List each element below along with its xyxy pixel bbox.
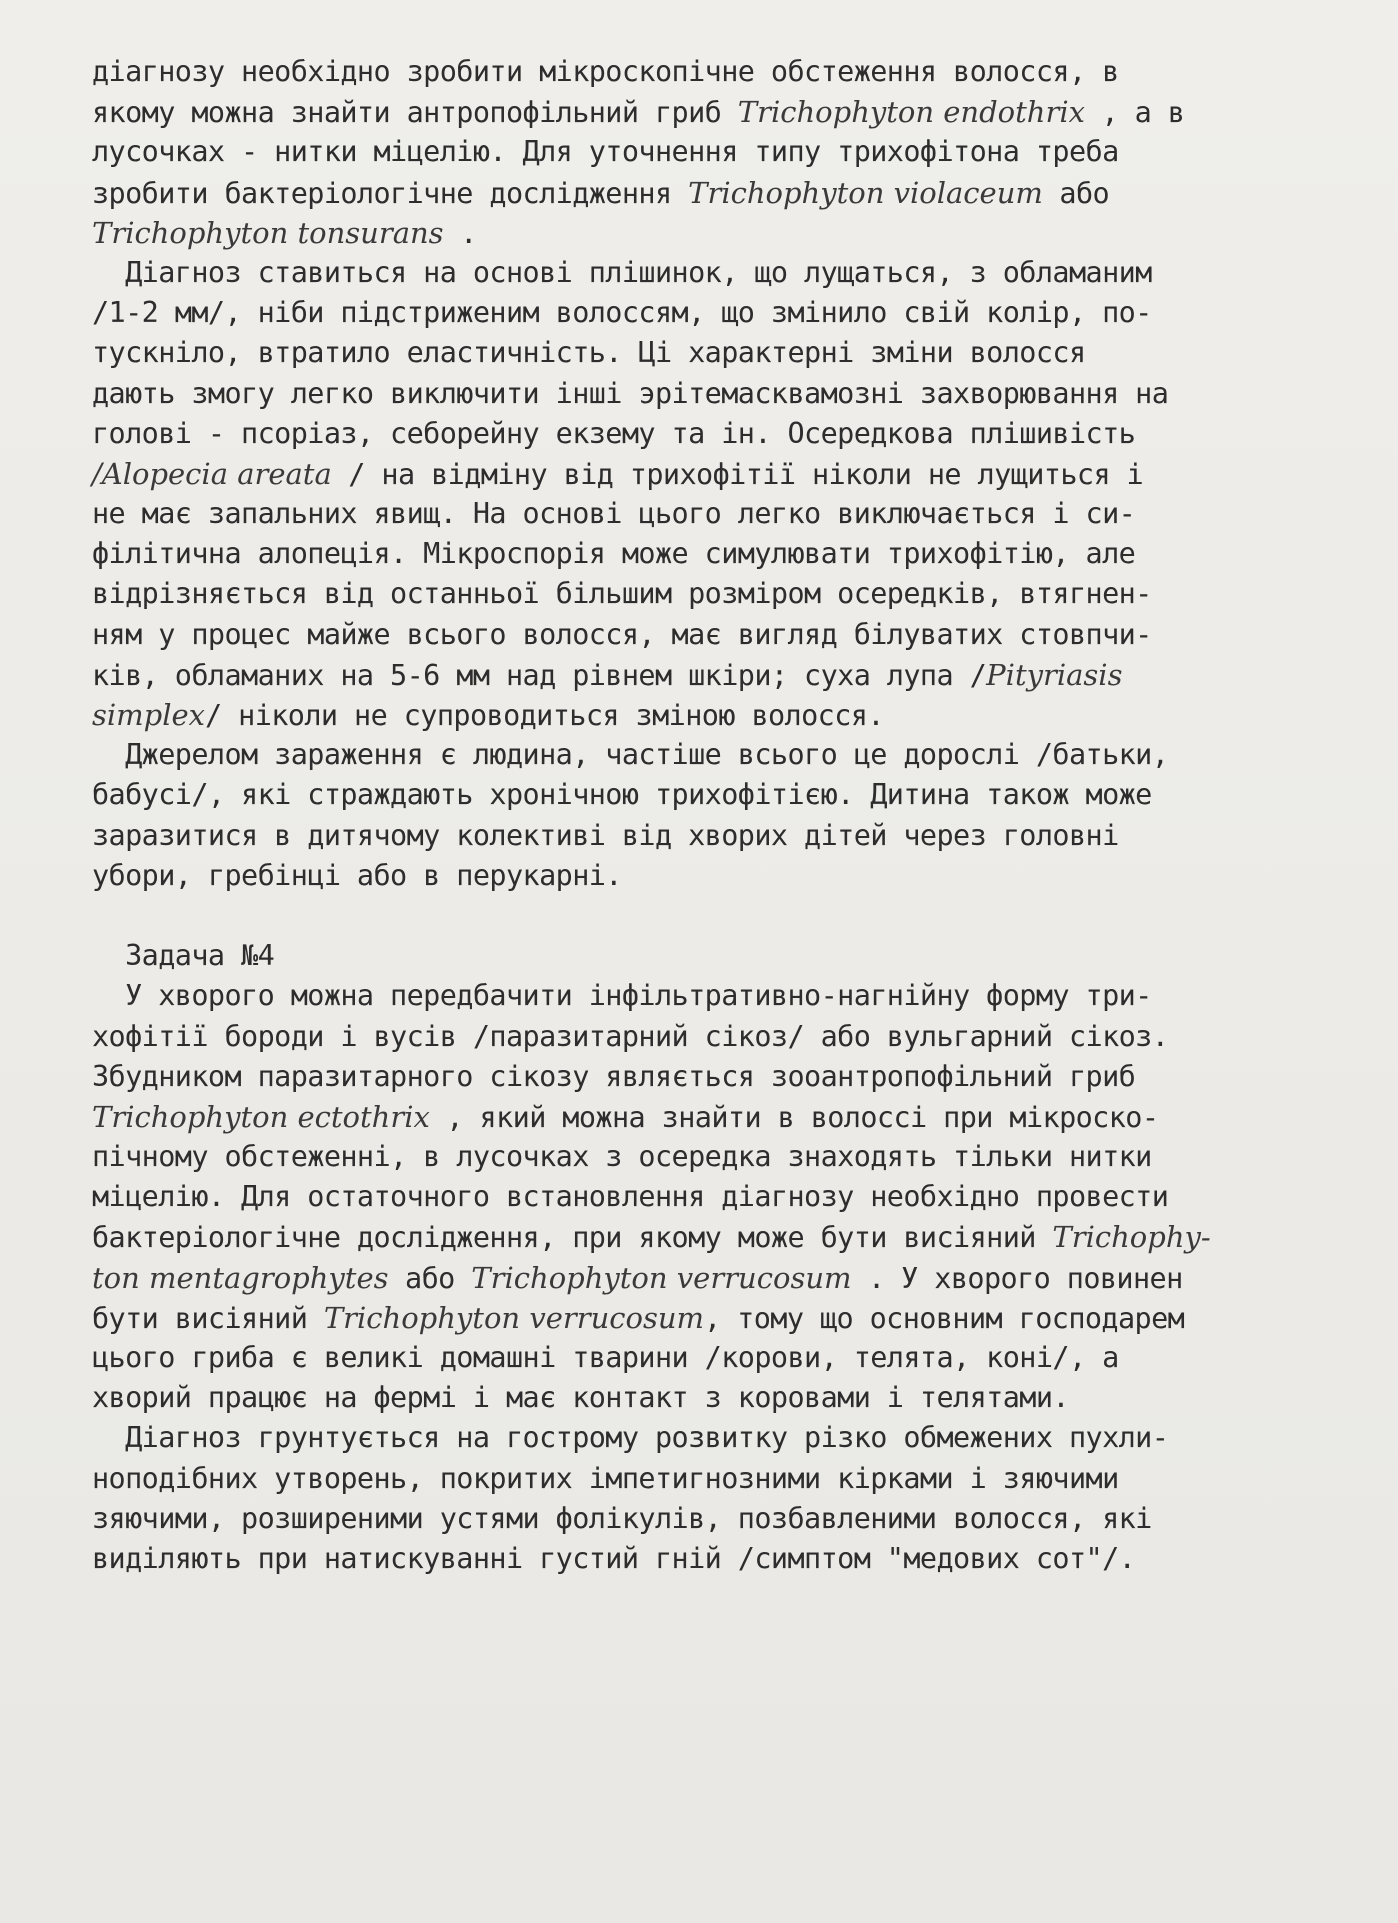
text-segment: виділяють при натискуванні густий гній /симптом "медових сот"/. (92, 1541, 1136, 1575)
text-line (92, 494, 1352, 534)
text-segment: цього гриба є великі домашні тварини /корови, телята, коні/, а (92, 1341, 1119, 1374)
text-segment: не має запальних явищ. На основі цього легко виключається і си- (92, 497, 1136, 531)
text-segment: тускніло, втратило еластичність. Ці характерні зміни волосся (92, 336, 1086, 370)
text-line (92, 213, 1352, 253)
text-line (92, 1137, 1352, 1177)
text-line (92, 253, 1352, 293)
handwritten-term: ton mentagrophytes (92, 1260, 389, 1295)
text-line (92, 454, 1352, 494)
text-segment: голові - псоріаз, себорейну екзему та ін. Осередкова плішивість (92, 416, 1136, 450)
handwritten-term: Pityriasis (986, 657, 1123, 692)
text-segment: зяючими, розширеними устями фолікулів, позбавленими волосся, які (92, 1501, 1152, 1535)
text-segment: бути висіяний (92, 1301, 324, 1335)
text-segment: заразитися в дитячому колективі від хворих дітей через головні (92, 818, 1119, 852)
text-line (92, 173, 1352, 213)
text-line (92, 1338, 1352, 1378)
text-line (92, 976, 1352, 1016)
text-line (92, 374, 1352, 414)
text-segment: Діагноз грунтується на гострому розвитку різко обмежених пухли- (92, 1421, 1169, 1455)
text-segment: відрізняється від останньої більшим розміром осередків, втягнен- (92, 577, 1152, 611)
text-line (92, 534, 1352, 574)
text-line (92, 1258, 1352, 1298)
text-segment: / на відміну від трихофітії ніколи не лущиться і (331, 457, 1144, 491)
text-line (92, 735, 1352, 775)
text-segment: , а в (1084, 96, 1185, 130)
text-line (92, 92, 1352, 132)
handwritten-term: Trichophy- (1052, 1220, 1211, 1255)
text-line (92, 574, 1352, 614)
text-line (92, 1097, 1352, 1137)
text-segment: ків, обламаних на 5-6 мм над рівнем шкіри; суха лупа / (92, 658, 987, 692)
handwritten-term: Trichophyton endothrix (737, 95, 1085, 130)
text-line (92, 132, 1352, 172)
text-line (92, 775, 1352, 815)
text-line (92, 52, 1352, 92)
text-segment: убори, гребінці або в перукарні. (92, 858, 622, 892)
text-segment: /1-2 мм/, ніби підстриженим волоссям, що змінило свій колір, по- (92, 296, 1152, 330)
text-segment: Збудником паразитарного сікозу являється зооантропофільний гриб (92, 1059, 1136, 1093)
handwritten-term: Trichophyton verrucosum (323, 1300, 705, 1335)
text-segment: або (1042, 176, 1110, 210)
text-line (92, 1017, 1352, 1057)
text-segment: хофітії бороди і вусів /паразитарний сікоз/ або вульгарний сікоз. (92, 1019, 1169, 1053)
text-line (92, 1539, 1352, 1579)
handwritten-term: Trichophyton violaceum (688, 175, 1043, 210)
text-line (92, 333, 1352, 373)
text-line (92, 695, 1352, 735)
text-line (92, 293, 1352, 333)
text-segment: ням у процес майже всього волосся, має вигляд білуватих стовпчи- (92, 617, 1152, 651)
text-line (92, 1459, 1352, 1499)
paragraph-gap (92, 896, 1352, 936)
text-segment: ноподібних утворень, покритих імпетигнозними кірками і зяючими (92, 1461, 1119, 1495)
heading-text: Задача №4 (92, 939, 275, 973)
handwritten-term: /Alopecia areata (92, 456, 332, 491)
handwritten-term: Trichophyton verrucosum (471, 1260, 852, 1295)
text-line (92, 414, 1352, 454)
text-segment: якому можна знайти антропофільний гриб (92, 96, 738, 130)
text-segment: хворий працює на фермі і має контакт з коровами і телятами. (92, 1381, 1069, 1415)
text-segment: Діагноз ставиться на основі плішинок, що лущаться, з обламаним (92, 255, 1152, 289)
text-segment: пічному обстеженні, в лусочках з осередка знаходять тільки нитки (92, 1140, 1152, 1174)
text-segment: або (388, 1261, 472, 1295)
text-segment: міцелію. Для остаточного встановлення діагнозу необхідно провести (92, 1180, 1169, 1214)
text-line (92, 1378, 1352, 1418)
text-segment: . (443, 216, 477, 250)
text-segment: дають змогу легко виключити інші эрітемасквамозні захворювання на (92, 376, 1169, 410)
text-line (92, 856, 1352, 896)
text-segment: Джерелом зараження є людина, частіше всього це дорослі /батьки, (92, 738, 1169, 772)
text-line (92, 1298, 1352, 1338)
typewritten-text (92, 52, 1352, 1579)
text-line (92, 615, 1352, 655)
text-segment: лусочках - нитки міцелію. Для уточнення типу трихофітона треба (92, 135, 1119, 169)
text-line (92, 1418, 1352, 1458)
text-line (92, 816, 1352, 856)
text-line (92, 1499, 1352, 1539)
handwritten-term: Trichophyton tonsurans (92, 215, 444, 250)
text-segment: . У хворого повинен (851, 1261, 1183, 1295)
handwritten-term: Trichophyton ectothrix (92, 1099, 430, 1134)
text-segment: бактеріологічне дослідження, при якому може бути висіяний (92, 1221, 1053, 1255)
text-segment: , який можна знайти в волоссі при мікроско- (429, 1100, 1159, 1134)
section-heading (92, 936, 1352, 976)
text-segment: / ніколи не супроводиться зміною волосся. (205, 699, 884, 732)
text-segment: бабусі/, які страждають хронічною трихофітією. Дитина також може (92, 778, 1152, 812)
text-segment: зробити бактеріологічне дослідження (92, 176, 689, 210)
text-segment: філітична алопеція. Мікроспорія може симулювати трихофітію, але (92, 537, 1136, 571)
text-line (92, 655, 1352, 695)
handwritten-term: simplex (92, 698, 206, 732)
text-segment: діагнозу необхідно зробити мікроскопічне обстеження волосся, в (92, 55, 1119, 88)
text-segment: У хворого можна передбачити інфільтративно-нагнійну форму три- (92, 979, 1152, 1013)
text-line (92, 1217, 1352, 1257)
text-line (92, 1177, 1352, 1217)
text-line (92, 1057, 1352, 1097)
text-segment: , тому що основним господарем (704, 1301, 1185, 1335)
